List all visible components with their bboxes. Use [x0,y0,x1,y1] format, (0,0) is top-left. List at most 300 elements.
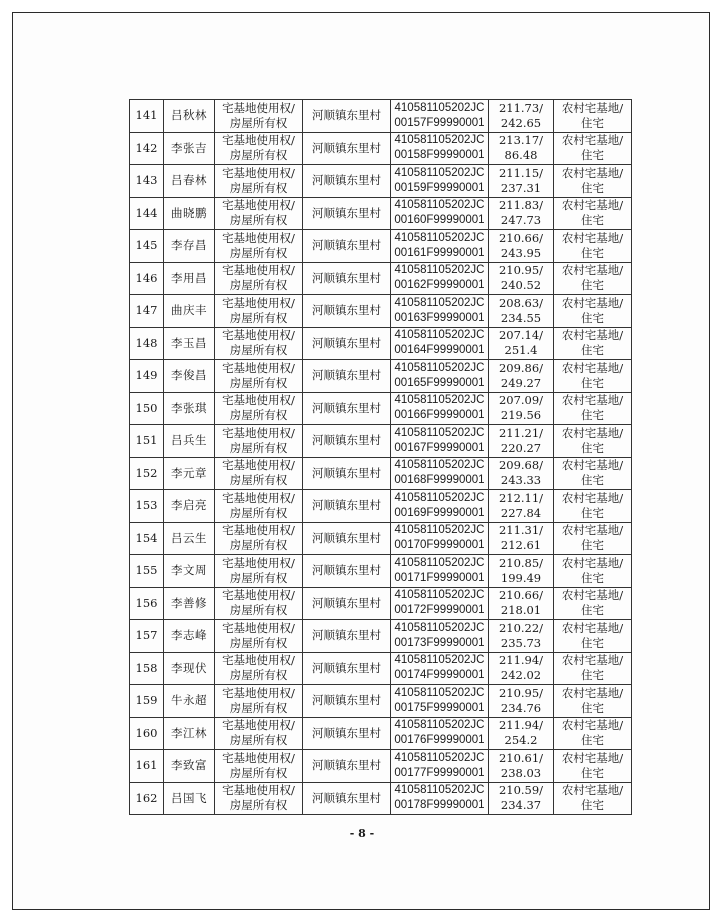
right-type-line: 宅基地使用权/ [222,393,295,408]
right-type-line: 房屋所有权 [229,343,288,358]
row-seq-number: 154 [130,522,164,555]
land-use-line: 农村宅基地/ [561,165,624,180]
land-use-line: 农村宅基地/ [561,263,624,278]
land-use-line: 住宅 [581,343,604,358]
row-seq-number: 143 [130,165,164,198]
area-values [489,425,554,458]
unit-code-line: 410581105202JC [394,296,485,309]
area-values-line: 211.83/ [498,198,544,213]
row-seq-number: 160 [130,717,164,750]
owner-name: 牛永超 [164,685,215,718]
unit-code-line: 410581105202JC [394,134,485,147]
area-values [489,197,554,230]
unit-code-line: 00175F99990001 [394,701,485,714]
area-values [489,392,554,425]
land-use-line: 住宅 [581,180,604,195]
land-use-line: 住宅 [581,538,604,553]
owner-name: 吕国飞 [164,782,215,815]
unit-code-line: 00164F99990001 [394,344,485,357]
right-type-line: 房屋所有权 [229,245,288,260]
row-seq-number: 148 [130,327,164,360]
right-type [215,620,303,653]
table-row [130,750,632,783]
land-use [554,457,632,490]
area-values [489,652,554,685]
land-use-line: 住宅 [581,505,604,520]
village-location: 河顺镇东里村 [303,717,391,750]
unit-code-line: 00166F99990001 [394,409,485,422]
unit-code [391,165,489,198]
table-row [130,522,632,555]
land-use-line: 农村宅基地/ [561,295,624,310]
area-values-line: 220.27 [500,440,542,455]
area-values-line: 242.02 [500,668,542,683]
area-values-line: 209.68/ [498,458,544,473]
right-type-line: 房屋所有权 [229,538,288,553]
area-values-line: 238.03 [500,765,542,780]
area-values-line: 210.95/ [498,685,544,700]
land-use [554,490,632,523]
owner-name: 李启亮 [164,490,215,523]
land-use-line: 住宅 [581,700,604,715]
right-type-line: 宅基地使用权/ [222,685,295,700]
unit-code-line: 00177F99990001 [394,766,485,779]
area-values-line: 234.76 [500,700,542,715]
unit-code-line: 410581105202JC [394,394,485,407]
land-use [554,132,632,165]
row-seq-number: 161 [130,750,164,783]
unit-code-line: 00168F99990001 [394,474,485,487]
land-use-line: 农村宅基地/ [561,555,624,570]
area-values-line: 235.73 [500,635,542,650]
right-type-line: 宅基地使用权/ [222,133,295,148]
owner-name: 曲庆丰 [164,295,215,328]
right-type [215,522,303,555]
unit-code [391,587,489,620]
unit-code [391,100,489,133]
area-values-line: 240.52 [500,278,542,293]
owner-name: 吕秋林 [164,100,215,133]
unit-code-line: 410581105202JC [394,556,485,569]
row-seq-number: 155 [130,555,164,588]
land-use [554,620,632,653]
owner-name: 曲晓鹏 [164,197,215,230]
owner-name: 李存昌 [164,230,215,263]
land-use-line: 住宅 [581,668,604,683]
right-type-line: 房屋所有权 [229,798,288,813]
right-type-line: 宅基地使用权/ [222,490,295,505]
right-type-line: 宅基地使用权/ [222,718,295,733]
unit-code-line: 410581105202JC [394,751,485,764]
owner-name: 李玉昌 [164,327,215,360]
village-location: 河顺镇东里村 [303,327,391,360]
right-type-line: 房屋所有权 [229,115,288,130]
unit-code-line: 00169F99990001 [394,506,485,519]
unit-code-line: 410581105202JC [394,101,485,114]
row-seq-number: 151 [130,425,164,458]
right-type-line: 宅基地使用权/ [222,425,295,440]
area-values-line: 212.11/ [498,490,544,505]
unit-code [391,327,489,360]
table-row [130,685,632,718]
village-location: 河顺镇东里村 [303,230,391,263]
right-type-line: 房屋所有权 [229,408,288,423]
unit-code-line: 00163F99990001 [394,311,485,324]
right-type-line: 宅基地使用权/ [222,295,295,310]
land-use-line: 住宅 [581,408,604,423]
land-use [554,425,632,458]
area-values-line: 210.61/ [498,750,544,765]
row-seq-number: 152 [130,457,164,490]
land-use-line: 住宅 [581,213,604,228]
right-type-line: 房屋所有权 [229,473,288,488]
right-type-line: 房屋所有权 [229,310,288,325]
area-values-line: 210.59/ [498,783,544,798]
area-values-line: 211.21/ [498,425,544,440]
records-table [129,99,632,815]
right-type [215,685,303,718]
right-type [215,360,303,393]
village-location: 河顺镇东里村 [303,132,391,165]
unit-code [391,555,489,588]
area-values-line: 243.33 [500,473,542,488]
land-use-line: 住宅 [581,798,604,813]
right-type-line: 房屋所有权 [229,278,288,293]
right-type-line: 宅基地使用权/ [222,100,295,115]
right-type [215,197,303,230]
right-type [215,327,303,360]
village-location: 河顺镇东里村 [303,197,391,230]
village-location: 河顺镇东里村 [303,457,391,490]
right-type [215,652,303,685]
village-location: 河顺镇东里村 [303,392,391,425]
land-use-line: 农村宅基地/ [561,653,624,668]
right-type-line: 宅基地使用权/ [222,458,295,473]
land-use [554,750,632,783]
right-type [215,392,303,425]
unit-code-line: 00165F99990001 [394,376,485,389]
village-location: 河顺镇东里村 [303,522,391,555]
right-type-line: 宅基地使用权/ [222,555,295,570]
right-type [215,750,303,783]
area-values [489,782,554,815]
owner-name: 吕云生 [164,522,215,555]
right-type [215,425,303,458]
land-use-line: 农村宅基地/ [561,588,624,603]
area-values [489,490,554,523]
table-row [130,490,632,523]
area-values [489,262,554,295]
area-values-line: 213.17/ [498,133,544,148]
land-use-line: 住宅 [581,245,604,260]
table-row [130,132,632,165]
land-use [554,392,632,425]
unit-code-line: 410581105202JC [394,231,485,244]
unit-code-line: 410581105202JC [394,426,485,439]
land-use-line: 农村宅基地/ [561,328,624,343]
unit-code-line: 410581105202JC [394,199,485,212]
land-use-line: 农村宅基地/ [561,393,624,408]
right-type [215,132,303,165]
owner-name: 李用昌 [164,262,215,295]
table-row [130,262,632,295]
table-row [130,587,632,620]
unit-code [391,262,489,295]
unit-code [391,782,489,815]
row-seq-number: 156 [130,587,164,620]
right-type-line: 宅基地使用权/ [222,165,295,180]
owner-name: 李俊昌 [164,360,215,393]
land-use-line: 农村宅基地/ [561,133,624,148]
land-use-line: 住宅 [581,278,604,293]
land-use [554,522,632,555]
owner-name: 李现伏 [164,652,215,685]
land-use-line: 住宅 [581,148,604,163]
unit-code [391,230,489,263]
row-seq-number: 162 [130,782,164,815]
village-location: 河顺镇东里村 [303,685,391,718]
unit-code-line: 00161F99990001 [394,246,485,259]
area-values-line: 210.95/ [498,263,544,278]
row-seq-number: 145 [130,230,164,263]
area-values-line: 211.31/ [498,523,544,538]
land-use-line: 住宅 [581,375,604,390]
area-values-line: 237.31 [500,180,542,195]
owner-name: 李文周 [164,555,215,588]
unit-code [391,522,489,555]
land-use-line: 农村宅基地/ [561,523,624,538]
area-values-line: 210.22/ [498,620,544,635]
table-row [130,327,632,360]
village-location: 河顺镇东里村 [303,750,391,783]
village-location: 河顺镇东里村 [303,360,391,393]
land-use-line: 农村宅基地/ [561,458,624,473]
area-values [489,685,554,718]
area-values-line: 209.86/ [498,360,544,375]
land-use [554,587,632,620]
area-values-line: 211.73/ [498,100,544,115]
area-values [489,717,554,750]
owner-name: 吕春林 [164,165,215,198]
area-values [489,587,554,620]
area-values-line: 234.37 [500,798,542,813]
unit-code [391,717,489,750]
right-type-line: 房屋所有权 [229,603,288,618]
unit-code [391,750,489,783]
right-type-line: 宅基地使用权/ [222,198,295,213]
right-type-line: 宅基地使用权/ [222,263,295,278]
area-values-line: 242.65 [500,115,542,130]
area-values [489,620,554,653]
land-use-line: 住宅 [581,635,604,650]
land-use-line: 住宅 [581,603,604,618]
village-location: 河顺镇东里村 [303,100,391,133]
row-seq-number: 146 [130,262,164,295]
area-values-line: 219.56 [500,408,542,423]
land-use-line: 住宅 [581,765,604,780]
owner-name: 李善修 [164,587,215,620]
area-values-line: 243.95 [500,245,542,260]
village-location: 河顺镇东里村 [303,555,391,588]
right-type-line: 房屋所有权 [229,635,288,650]
row-seq-number: 141 [130,100,164,133]
land-use [554,197,632,230]
owner-name: 李元章 [164,457,215,490]
right-type-line: 宅基地使用权/ [222,360,295,375]
unit-code-line: 00172F99990001 [394,604,485,617]
area-values-line: 207.14/ [498,328,544,343]
right-type-line: 宅基地使用权/ [222,588,295,603]
area-values-line: 227.84 [500,505,542,520]
land-use [554,230,632,263]
right-type-line: 房屋所有权 [229,213,288,228]
unit-code-line: 00170F99990001 [394,539,485,552]
land-use [554,327,632,360]
unit-code-line: 410581105202JC [394,784,485,797]
village-location: 河顺镇东里村 [303,587,391,620]
area-values [489,230,554,263]
village-location: 河顺镇东里村 [303,425,391,458]
owner-name: 李张琪 [164,392,215,425]
unit-code-line: 410581105202JC [394,686,485,699]
right-type-line: 房屋所有权 [229,148,288,163]
land-use [554,685,632,718]
unit-code [391,620,489,653]
area-values-line: 234.55 [500,310,542,325]
table-row [130,652,632,685]
right-type-line: 房屋所有权 [229,180,288,195]
unit-code-line: 410581105202JC [394,719,485,732]
area-values [489,750,554,783]
unit-code-line: 410581105202JC [394,621,485,634]
right-type [215,782,303,815]
area-values [489,457,554,490]
right-type [215,295,303,328]
row-seq-number: 150 [130,392,164,425]
area-values [489,165,554,198]
unit-code [391,425,489,458]
row-seq-number: 158 [130,652,164,685]
area-values [489,555,554,588]
unit-code-line: 00157F99990001 [394,116,485,129]
unit-code-line: 410581105202JC [394,329,485,342]
unit-code-line: 00160F99990001 [394,214,485,227]
unit-code-line: 00162F99990001 [394,279,485,292]
land-use [554,782,632,815]
area-values-line: 211.94/ [498,653,544,668]
unit-code [391,392,489,425]
village-location: 河顺镇东里村 [303,782,391,815]
village-location: 河顺镇东里村 [303,620,391,653]
land-use-line: 住宅 [581,310,604,325]
right-type-line: 宅基地使用权/ [222,328,295,343]
table-row [130,620,632,653]
area-values-line: 86.48 [504,148,538,163]
unit-code-line: 410581105202JC [394,491,485,504]
area-values [489,522,554,555]
land-use [554,652,632,685]
table-row [130,457,632,490]
right-type-line: 房屋所有权 [229,765,288,780]
unit-code-line: 00159F99990001 [394,181,485,194]
right-type-line: 宅基地使用权/ [222,523,295,538]
right-type [215,555,303,588]
land-use-line: 住宅 [581,440,604,455]
land-use-line: 农村宅基地/ [561,100,624,115]
area-values [489,327,554,360]
village-location: 河顺镇东里村 [303,295,391,328]
right-type-line: 宅基地使用权/ [222,230,295,245]
right-type-line: 宅基地使用权/ [222,750,295,765]
table-row [130,295,632,328]
unit-code-line: 410581105202JC [394,589,485,602]
row-seq-number: 142 [130,132,164,165]
land-use [554,165,632,198]
right-type-line: 房屋所有权 [229,505,288,520]
table-row [130,555,632,588]
right-type [215,230,303,263]
area-values [489,360,554,393]
area-values-line: 211.15/ [498,165,544,180]
page-number: - 8 - [349,827,375,840]
row-seq-number: 147 [130,295,164,328]
unit-code-line: 00174F99990001 [394,669,485,682]
area-values-line: 207.09/ [498,393,544,408]
land-use-line: 农村宅基地/ [561,685,624,700]
area-values-line: 249.27 [500,375,542,390]
unit-code-line: 410581105202JC [394,166,485,179]
land-use-line: 农村宅基地/ [561,360,624,375]
village-location: 河顺镇东里村 [303,262,391,295]
unit-code [391,360,489,393]
area-values-line: 199.49 [500,570,542,585]
land-use [554,295,632,328]
unit-code [391,197,489,230]
village-location: 河顺镇东里村 [303,652,391,685]
area-values-line: 212.61 [500,538,542,553]
unit-code-line: 00176F99990001 [394,734,485,747]
land-use-line: 农村宅基地/ [561,198,624,213]
owner-name: 李江林 [164,717,215,750]
unit-code-line: 410581105202JC [394,361,485,374]
right-type-line: 宅基地使用权/ [222,620,295,635]
right-type [215,717,303,750]
unit-code [391,132,489,165]
village-location: 河顺镇东里村 [303,165,391,198]
right-type [215,262,303,295]
right-type [215,165,303,198]
table-row [130,392,632,425]
land-use-line: 农村宅基地/ [561,718,624,733]
right-type-line: 宅基地使用权/ [222,653,295,668]
area-values-line: 211.94/ [498,718,544,733]
unit-code-line: 410581105202JC [394,264,485,277]
table-row [130,230,632,263]
table-row [130,360,632,393]
land-use [554,717,632,750]
unit-code [391,457,489,490]
village-location: 河顺镇东里村 [303,490,391,523]
land-use-line: 农村宅基地/ [561,620,624,635]
area-values-line: 218.01 [500,603,542,618]
table-row [130,100,632,133]
area-values [489,295,554,328]
right-type-line: 宅基地使用权/ [222,783,295,798]
unit-code-line: 00167F99990001 [394,441,485,454]
owner-name: 李张吉 [164,132,215,165]
land-use-line: 住宅 [581,570,604,585]
right-type [215,457,303,490]
